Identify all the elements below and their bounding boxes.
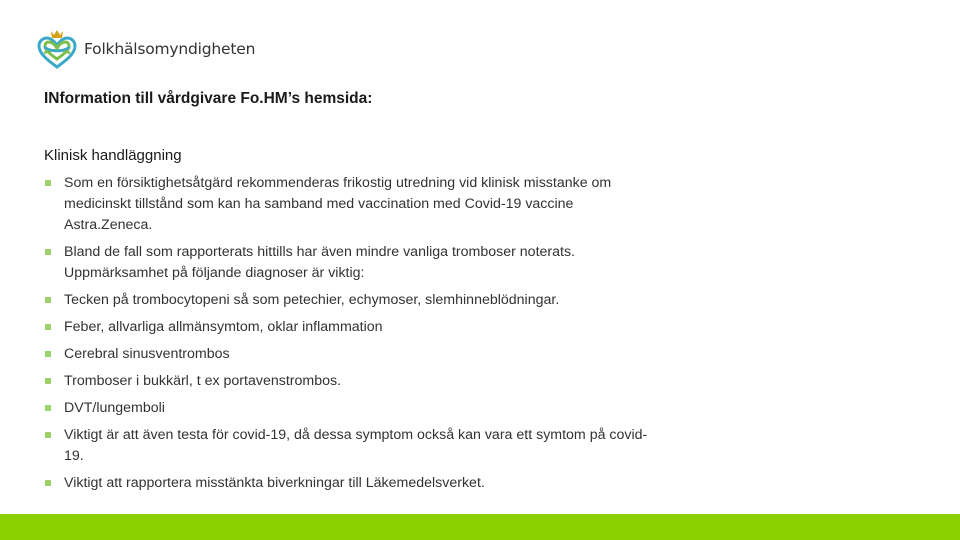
bullet-icon — [45, 378, 51, 384]
list-item-text: Viktigt är att även testa för covid-19, då dessa symptom också kan vara ett symtom på covid-19. — [64, 427, 648, 464]
logo-text: Folkhälsomyndigheten — [84, 40, 256, 58]
list-item-text: Som en försiktighetsåtgärd rekommenderas frikostig utredning vid klinisk misstanke om medicinskt tillstånd som kan ha samband med vaccination med Covid-19 vaccine Astra.Zeneca. — [64, 175, 612, 233]
list-item-text: Tromboser i bukkärl, t ex portavenstrombos. — [64, 373, 342, 389]
list-item — [44, 398, 664, 419]
bullet-icon — [45, 249, 51, 255]
bullet-icon — [45, 297, 51, 303]
bullet-icon — [45, 180, 51, 186]
list-item — [44, 473, 664, 494]
list-item — [44, 425, 664, 467]
list-item-text: Feber, allvarliga allmänsymtom, oklar inflammation — [64, 319, 383, 335]
list-item — [44, 344, 664, 365]
list-item — [44, 173, 664, 236]
bullet-icon — [45, 405, 51, 411]
bullet-icon — [45, 324, 51, 330]
list-item — [44, 290, 664, 311]
list-item-text: Viktigt att rapportera misstänkta biverkningar till Läkemedelsverket. — [64, 475, 485, 491]
bullet-icon — [45, 432, 51, 438]
list-item-text: Tecken på trombocytopeni så som petechier, echymoser, slemhinneblödningar. — [64, 292, 560, 308]
list-item-text: DVT/lungemboli — [64, 400, 165, 416]
section-title: Klinisk handläggning — [44, 147, 182, 164]
bottom-accent-bar — [0, 514, 960, 540]
list-item-text: Bland de fall som rapporterats hittills har även mindre vanliga tromboser noterats. Uppmärksamhet på följande diagnoser är viktig: — [64, 244, 575, 281]
bullet-icon — [45, 351, 51, 357]
bullet-icon — [45, 480, 51, 486]
page-title: INformation till vårdgivare Fo.HM’s hemsida: — [44, 90, 373, 107]
list-item — [44, 242, 664, 284]
list-item — [44, 371, 664, 392]
list-item-text: Cerebral sinusventrombos — [64, 346, 230, 362]
crown-heart-logo-icon — [36, 25, 78, 73]
logo — [36, 24, 255, 74]
list-item — [44, 317, 664, 338]
bullet-list — [44, 173, 664, 500]
